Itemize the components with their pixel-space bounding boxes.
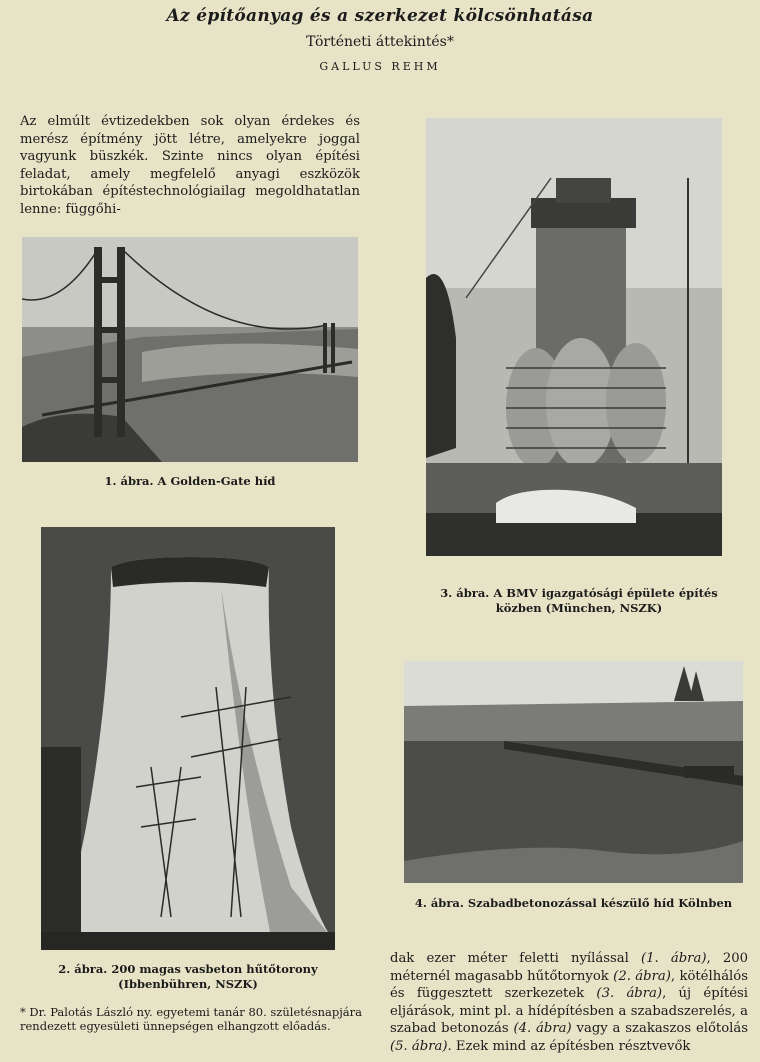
figure-1-photo [22,237,358,462]
footnote: * Dr. Palotás László ny. egyetemi tanár 80. születésnapjára rendezett egyesületi ünnepségen elhangzott előadás. [20,1005,362,1033]
figure-3-photo [426,118,722,556]
text-run: , 200 méternél magasabb hűtőtornyok [390,951,748,984]
building-photo-icon [426,118,722,556]
figure-4-caption: 4. ábra. Szabadbetonozással készülő híd Kölnben [414,896,733,910]
figure-2-photo [41,527,335,950]
figure-reference: (1. ábra) [640,951,707,966]
text-run: , kötélhálós és függesztett szerkezetek [390,968,748,1001]
figure-3-caption: 3. ábra. A BMV igazgatósági épülete építés közben (München, NSZK) [440,586,718,615]
text-run: , új építési eljárások, mint pl. a hídépítésben a szabadszerelés, a szabad betonozás [390,986,748,1036]
river-bridge-photo-icon [404,661,743,883]
intro-paragraph: Az elmúlt évtizedekben sok olyan érdekes és merész építmény jött létre, amelyekre joggal vagyunk büszkék. Szinte nincs olyan építési feladat, amely megfelelő anyagi eszközök birtokában építéstechnológiailag megoldhatatlan lenne: függőhi- [20,114,360,217]
article-author: GALLUS REHM [319,60,441,73]
article-title: Az építőanyag és a szerkezet kölcsönhatása [166,6,594,26]
figure-1-caption: 1. ábra. A Golden-Gate híd [104,474,276,488]
figure-reference: (5. ábra) [390,1038,448,1054]
figure-4-photo [404,661,743,883]
figure-reference: (4. ábra) [513,1021,572,1036]
figure-reference: (2. ábra) [613,968,671,984]
figure-2-caption: 2. ábra. 200 magas vasbeton hűtőtorony (Ibbenbühren, NSZK) [58,962,318,991]
cooling-tower-photo-icon [41,527,335,950]
article-subtitle: Történeti áttekintés* [306,34,454,50]
text-run: vagy a szakaszos előtolás [571,1021,748,1036]
figure-reference: (3. ábra) [596,986,663,1001]
text-run: . Ezek mind az építésben résztvevők [447,1038,691,1054]
bridge-photo-icon [22,237,358,462]
text-run: dak ezer méter feletti nyílással [390,951,641,966]
continuation-paragraph [390,950,748,1055]
